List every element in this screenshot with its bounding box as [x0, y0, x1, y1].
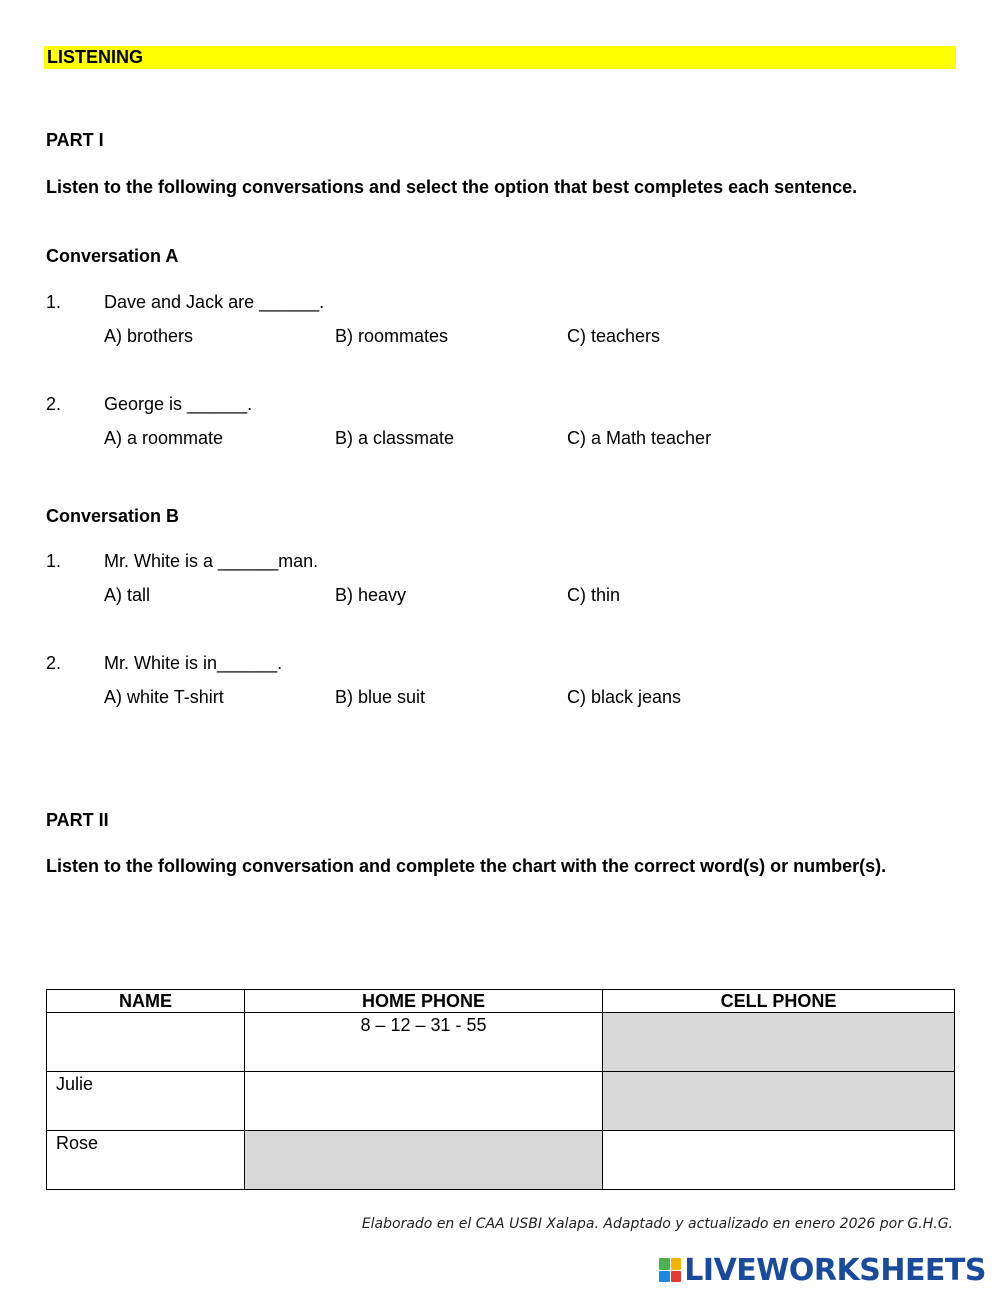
conversation-b-title: Conversation B [46, 506, 180, 526]
question-number: 2. [46, 394, 62, 414]
brand-name: LIVEWORKSHEETS [684, 1252, 986, 1288]
option-b[interactable]: B) heavy [335, 585, 407, 605]
part-1-title: PART I [46, 130, 104, 150]
header-cell-phone: CELL PHONE [603, 990, 955, 1013]
question-number: 2. [46, 653, 62, 673]
option-a[interactable]: A) brothers [104, 326, 194, 346]
part-2-title: PART II [46, 810, 109, 830]
header-home-phone: HOME PHONE [245, 990, 603, 1013]
option-c[interactable]: C) thin [567, 585, 621, 605]
question-text: George is ______. [104, 394, 253, 414]
name-cell: Julie [47, 1072, 245, 1131]
option-b[interactable]: B) roommates [335, 326, 449, 346]
question-text: Mr. White is a ______man. [104, 551, 319, 571]
option-b[interactable]: B) blue suit [335, 687, 426, 707]
question-text: Mr. White is in______. [104, 653, 283, 673]
brand-logo [659, 1253, 986, 1287]
option-a[interactable]: A) white T-shirt [104, 687, 224, 707]
home-phone-input-cell[interactable] [245, 1072, 603, 1131]
question-number: 1. [46, 292, 62, 312]
name-input-cell[interactable] [47, 1013, 245, 1072]
part-1-instruction: Listen to the following conversations and select the option that best completes each sentence. [46, 177, 858, 197]
option-c[interactable]: C) black jeans [567, 687, 682, 707]
part-2-instruction: Listen to the following conversation and complete the chart with the correct word(s) or number(s). [46, 856, 887, 876]
name-cell: Rose [47, 1131, 245, 1190]
option-c[interactable]: C) a Math teacher [567, 428, 712, 448]
home-phone-cell: 8 – 12 – 31 - 55 [245, 1013, 603, 1072]
question-number: 1. [46, 551, 62, 571]
cell-phone-cell-shaded [603, 1072, 955, 1131]
cell-phone-input-cell[interactable] [603, 1131, 955, 1190]
option-c[interactable]: C) teachers [567, 326, 661, 346]
section-banner: LISTENING [44, 46, 956, 69]
option-b[interactable]: B) a classmate [335, 428, 455, 448]
footer-credit: Elaborado en el CAA USBI Xalapa. Adaptado y actualizado en enero 2026 por G.H.G. [361, 1216, 953, 1232]
liveworksheets-logo-icon [659, 1258, 681, 1282]
table-row [47, 1131, 955, 1190]
option-a[interactable]: A) a roommate [104, 428, 224, 448]
conversation-a-title: Conversation A [46, 246, 179, 266]
cell-phone-cell-shaded [603, 1013, 955, 1072]
table-row [47, 1013, 955, 1072]
answer-chart [46, 989, 955, 1190]
home-phone-cell-shaded [245, 1131, 603, 1190]
header-name: NAME [47, 990, 245, 1013]
option-a[interactable]: A) tall [104, 585, 151, 605]
table-row [47, 1072, 955, 1131]
question-text: Dave and Jack are ______. [104, 292, 325, 312]
